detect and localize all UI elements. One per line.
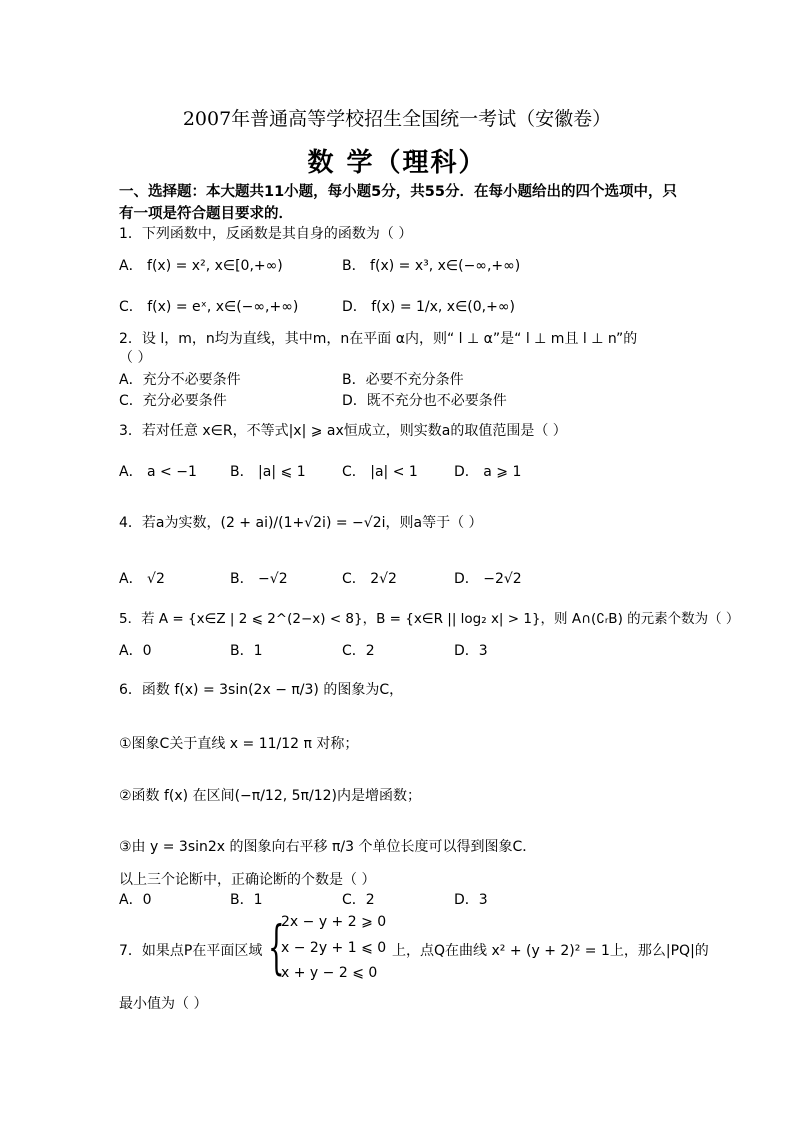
question-1-option-a: A． f(x) = x², x∈[0,+∞) — [119, 258, 283, 274]
question-4-option-c: C． 2√2 — [342, 571, 397, 587]
question-2-option-b: B．必要不充分条件 — [342, 372, 464, 388]
question-4-option-d: D． −2√2 — [454, 571, 522, 587]
question-5-option-c: C．2 — [342, 643, 375, 659]
system-brace: { — [268, 913, 285, 981]
question-6-stem: 6．函数 f(x) = 3sin(2x − π/3) 的图象为C， — [119, 682, 404, 698]
question-1-stem: 1．下列函数中，反函数是其自身的函数为（ ） — [119, 226, 413, 242]
question-5-option-d: D．3 — [454, 643, 488, 659]
question-6-conclusion: 以上三个论断中，正确论断的个数是（ ） — [119, 872, 376, 888]
question-4-option-a: A． √2 — [119, 571, 165, 587]
question-2-option-c: C．充分必要条件 — [119, 393, 227, 409]
system-inequality-3: x + y − 2 ⩽ 0 — [281, 965, 378, 981]
question-7-stem-tail: 上，点Q在曲线 x² + (y + 2)² = 1上，那么|PQ|的 — [392, 943, 709, 959]
question-6-option-d: D．3 — [454, 892, 488, 908]
question-1-option-b: B． f(x) = x³, x∈(−∞,+∞) — [342, 258, 521, 274]
question-2-paren: （ ） — [119, 350, 152, 366]
question-3-stem: 3．若对任意 x∈R，不等式|x| ⩾ ax恒成立，则实数a的取值范围是（ ） — [119, 423, 567, 439]
question-5-option-b: B．1 — [230, 643, 263, 659]
question-2-option-d: D．既不充分也不必要条件 — [342, 393, 507, 409]
question-1-option-d: D． f(x) = 1/x, x∈(0,+∞) — [342, 299, 515, 315]
question-6-statement-1: ①图象C关于直线 x = 11/12 π 对称； — [119, 736, 359, 752]
question-3-option-b: B． |a| ⩽ 1 — [230, 464, 306, 480]
question-7-stem: 7．如果点P在平面区域 — [119, 943, 263, 959]
question-2-stem: 2．设 l，m，n均为直线，其中m，n在平面 α内，则“ l ⊥ α”是“ l ⊥ m且 l ⊥ n”的 — [119, 331, 638, 347]
question-6-option-c: C．2 — [342, 892, 375, 908]
question-4-stem: 4．若a为实数，(2 + ai)/(1+√2i) = −√2i，则a等于（ ） — [119, 515, 483, 531]
system-inequality-2: x − 2y + 1 ⩽ 0 — [281, 940, 387, 956]
paper-subtitle: 数 学（理科） — [307, 148, 487, 178]
question-7-continuation: 最小值为（ ） — [119, 996, 208, 1012]
question-3-option-d: D． a ⩾ 1 — [454, 464, 522, 480]
question-5-stem: 5．若 A = {x∈Z | 2 ⩽ 2^(2−x) < 8}，B = {x∈R || log₂ x| > 1}，则 A∩(∁ᵣB) 的元素个数为（ ） — [119, 611, 740, 627]
section-heading: 一、选择题：本大题共11小题，每小题5分，共55分．在每小题给出的四个选项中，只有一项是符合题目要求的． — [119, 184, 677, 222]
question-6-statement-3: ③由 y = 3sin2x 的图象向右平移 π/3 个单位长度可以得到图象C． — [119, 839, 537, 855]
paper-title: 2007年普通高等学校招生全国统一考试（安徽卷） — [182, 108, 612, 130]
question-4-option-b: B． −√2 — [230, 571, 288, 587]
system-inequality-1: 2x − y + 2 ⩾ 0 — [281, 914, 387, 930]
question-6-option-a: A．0 — [119, 892, 152, 908]
question-5-option-a: A．0 — [119, 643, 152, 659]
question-3-option-c: C． |a| < 1 — [342, 464, 418, 480]
question-6-statement-2: ②函数 f(x) 在区间(−π/12, 5π/12)内是增函数； — [119, 788, 421, 804]
question-1-option-c: C． f(x) = eˣ, x∈(−∞,+∞) — [119, 299, 299, 315]
question-3-option-a: A． a < −1 — [119, 464, 197, 480]
question-6-option-b: B．1 — [230, 892, 263, 908]
question-2-option-a: A．充分不必要条件 — [119, 372, 241, 388]
